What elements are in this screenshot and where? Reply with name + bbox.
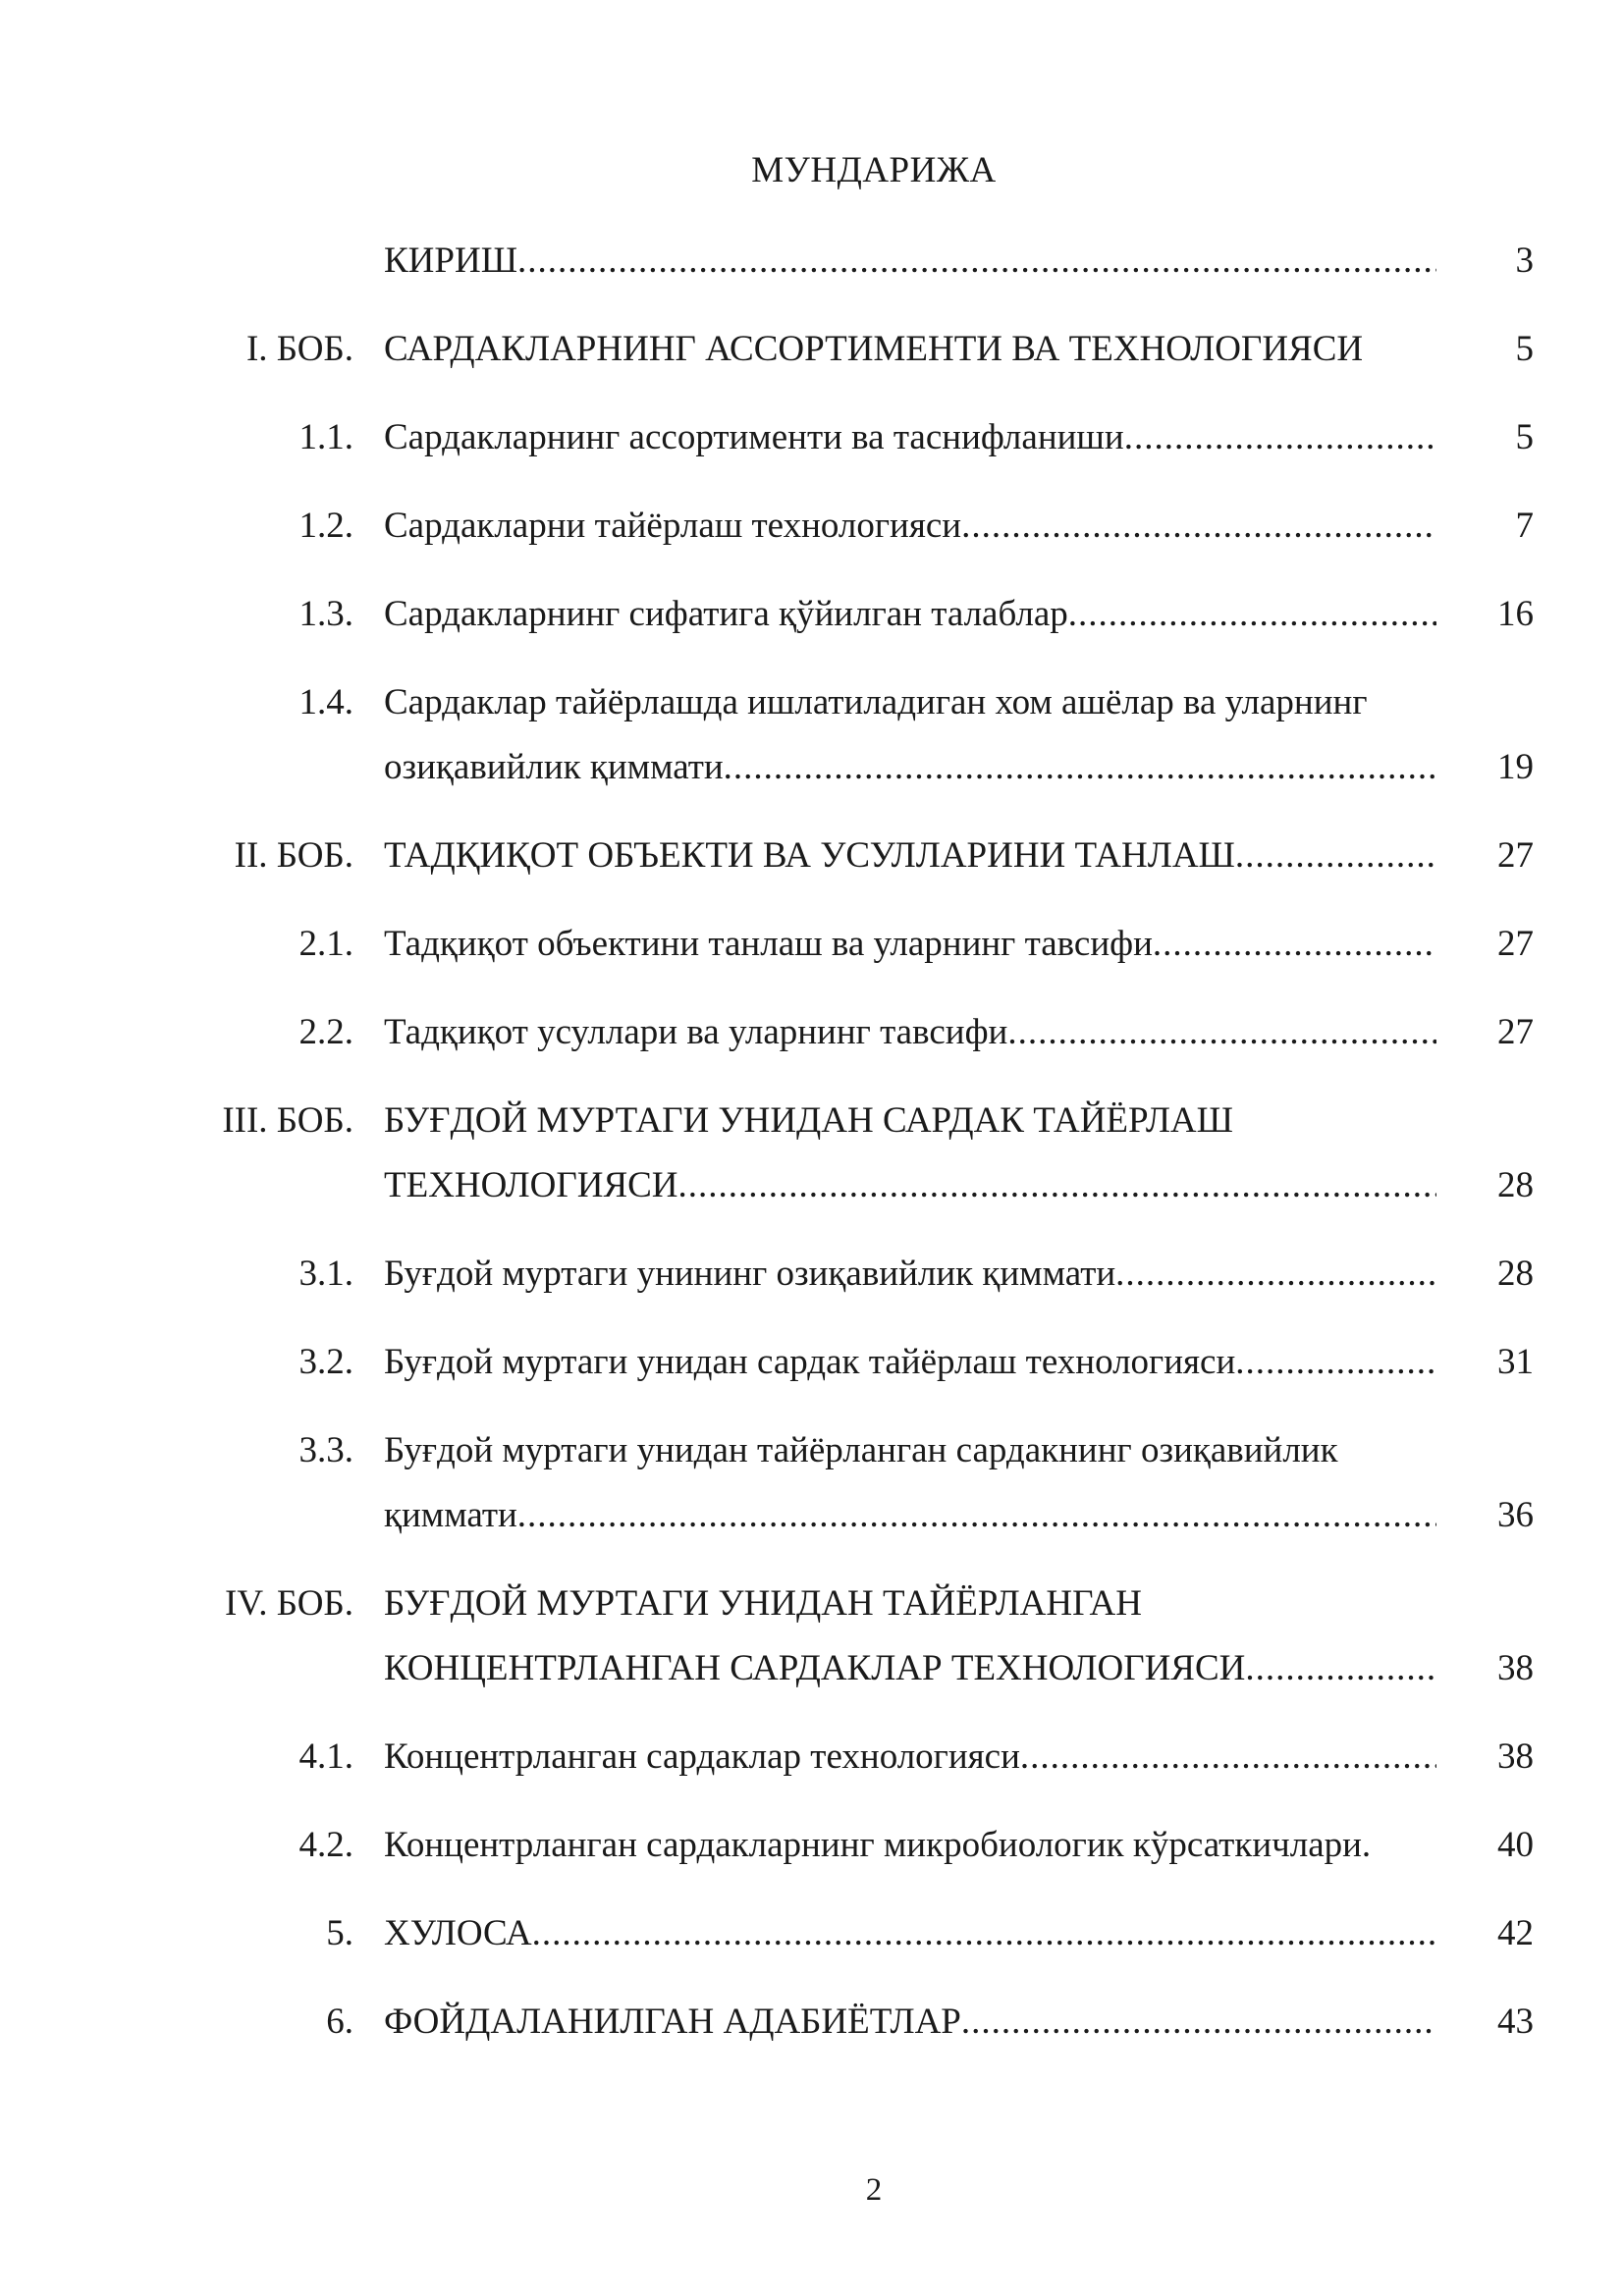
toc-entry-page: 27 bbox=[1497, 835, 1534, 876]
toc-entry-line: Буғдой муртаги унидан тайёрланган сардакнинг озиқавийлик bbox=[384, 1430, 1338, 1470]
toc-entry[interactable] bbox=[0, 582, 1624, 647]
toc-entry[interactable] bbox=[0, 1330, 1624, 1395]
toc-entry-page: 43 bbox=[1497, 2002, 1534, 2042]
toc-entry-number: 3.3. bbox=[298, 1430, 353, 1470]
toc-entry-text bbox=[384, 670, 1436, 800]
toc-entry-line: ТАДҚИҚОТ ОБЪЕКТИ ВА УСУЛЛАРИНИ ТАНЛАШ ..... bbox=[384, 824, 1436, 888]
toc-entry-number: 1.3. bbox=[298, 594, 353, 634]
toc-entry-page: 5 bbox=[1515, 329, 1534, 369]
toc-entry[interactable] bbox=[0, 1418, 1624, 1548]
toc-entry-text bbox=[384, 494, 1436, 559]
toc-entry-number: 5. bbox=[326, 1913, 353, 1953]
toc-entry[interactable] bbox=[0, 912, 1624, 977]
toc-entry-page: 36 bbox=[1497, 1495, 1534, 1535]
toc-entry[interactable] bbox=[0, 1990, 1624, 2055]
toc-entry-page: 38 bbox=[1497, 1648, 1534, 1688]
toc-entry-line: ФОЙДАЛАНИЛГАН АДАБИЁТЛАР ..... bbox=[384, 1990, 1436, 2055]
toc-entry-line: КОНЦЕНТРЛАНГАН САРДАКЛАР ТЕХНОЛОГИЯСИ ..... bbox=[384, 1636, 1436, 1701]
toc-entry-line: қиммати ..... bbox=[384, 1483, 1436, 1548]
toc-entry-page: 19 bbox=[1497, 747, 1534, 787]
toc-entry-number: 1.1. bbox=[298, 417, 353, 457]
toc-entry-line: Концентрланган сардаклар технологияси ..... bbox=[384, 1725, 1436, 1789]
toc-entry-page: 40 bbox=[1497, 1825, 1534, 1865]
toc-entry-page: 27 bbox=[1497, 924, 1534, 964]
toc-entry[interactable] bbox=[0, 405, 1624, 470]
toc-entry-page: 31 bbox=[1497, 1342, 1534, 1382]
toc-entry-line: Сардаклар тайёрлашда ишлатиладиган хом ашёлар ва уларнинг bbox=[384, 682, 1368, 722]
toc-entry-text bbox=[384, 405, 1436, 470]
table-of-contents bbox=[0, 229, 1624, 2078]
toc-entry-number: 1.2. bbox=[298, 506, 353, 546]
toc-entry-text bbox=[384, 912, 1436, 977]
toc-entry-number: III. БОБ. bbox=[222, 1100, 353, 1141]
toc-entry-page: 3 bbox=[1515, 240, 1534, 281]
toc-entry-line: Буғдой муртаги унининг озиқавийлик қиммати ..... bbox=[384, 1242, 1436, 1307]
toc-entry-line: ХУЛОСА ..... bbox=[384, 1901, 1436, 1966]
toc-entry[interactable] bbox=[0, 1089, 1624, 1218]
toc-entry-number: 2.2. bbox=[298, 1012, 353, 1052]
toc-entry-page: 16 bbox=[1497, 594, 1534, 634]
toc-entry-number: 4.2. bbox=[298, 1825, 353, 1865]
toc-entry-text bbox=[384, 1418, 1436, 1548]
toc-entry-line: Сардакларни тайёрлаш технологияси ..... bbox=[384, 494, 1436, 559]
toc-entry-text bbox=[384, 1000, 1436, 1065]
page-number: 2 bbox=[865, 2172, 883, 2208]
toc-entry-page: 27 bbox=[1497, 1012, 1534, 1052]
toc-entry-number: 1.4. bbox=[298, 682, 353, 722]
toc-title: МУНДАРИЖА bbox=[751, 150, 997, 190]
toc-entry-line: Буғдой муртаги унидан сардак тайёрлаш технологияси ..... bbox=[384, 1330, 1436, 1395]
toc-entry-number: 3.1. bbox=[298, 1254, 353, 1294]
toc-entry-text bbox=[384, 1725, 1436, 1789]
toc-entry-line: озиқавийлик қиммати ..... bbox=[384, 735, 1436, 800]
toc-entry-page: 28 bbox=[1497, 1165, 1534, 1205]
toc-entry-number: 3.2. bbox=[298, 1342, 353, 1382]
toc-entry-text bbox=[384, 1089, 1436, 1218]
toc-entry[interactable] bbox=[0, 670, 1624, 800]
toc-entry-text bbox=[384, 582, 1436, 647]
toc-entry[interactable] bbox=[0, 824, 1624, 888]
toc-entry-line: Сардакларнинг сифатига қўйилган талаблар ..... bbox=[384, 582, 1436, 647]
toc-entry[interactable] bbox=[0, 317, 1624, 382]
toc-entry-text bbox=[384, 1901, 1436, 1966]
toc-entry-text bbox=[384, 1990, 1436, 2055]
toc-entry[interactable] bbox=[0, 1901, 1624, 1966]
toc-entry-page: 42 bbox=[1497, 1913, 1534, 1953]
toc-entry[interactable] bbox=[0, 1813, 1624, 1878]
toc-entry[interactable] bbox=[0, 494, 1624, 559]
toc-entry-line: САРДАКЛАРНИНГ АССОРТИМЕНТИ ВА ТЕХНОЛОГИЯСИ bbox=[384, 329, 1364, 369]
toc-entry-line: БУҒДОЙ МУРТАГИ УНИДАН ТАЙЁРЛАНГАН bbox=[384, 1583, 1142, 1624]
toc-entry-text bbox=[384, 317, 1436, 382]
toc-entry[interactable] bbox=[0, 1242, 1624, 1307]
toc-entry-page: 28 bbox=[1497, 1254, 1534, 1294]
toc-entry-number: 2.1. bbox=[298, 924, 353, 964]
toc-entry-text bbox=[384, 1330, 1436, 1395]
toc-entry-line: КИРИШ ..... bbox=[384, 229, 1436, 294]
toc-entry-text bbox=[384, 1572, 1436, 1701]
toc-entry[interactable] bbox=[0, 1725, 1624, 1789]
toc-entry-line: ТЕХНОЛОГИЯСИ ..... bbox=[384, 1153, 1436, 1218]
toc-entry[interactable] bbox=[0, 1000, 1624, 1065]
toc-entry-line: Тадқиқот усуллари ва уларнинг тавсифи ..... bbox=[384, 1000, 1436, 1065]
toc-entry-number: II. БОБ. bbox=[234, 835, 353, 876]
toc-entry-number: 6. bbox=[326, 2002, 353, 2042]
toc-entry[interactable] bbox=[0, 1572, 1624, 1701]
toc-entry-text bbox=[384, 1242, 1436, 1307]
toc-entry-text bbox=[384, 229, 1436, 294]
toc-entry-page: 5 bbox=[1515, 417, 1534, 457]
toc-entry-line: БУҒДОЙ МУРТАГИ УНИДАН САРДАК ТАЙЁРЛАШ bbox=[384, 1100, 1233, 1141]
toc-entry-number: IV. БОБ. bbox=[225, 1583, 353, 1624]
toc-entry-page: 7 bbox=[1515, 506, 1534, 546]
toc-entry-number: I. БОБ. bbox=[245, 329, 353, 369]
toc-entry-line: Сардакларнинг ассортименти ва таснифланиши ..... bbox=[384, 405, 1436, 470]
toc-entry-text bbox=[384, 824, 1436, 888]
toc-entry-line: Тадқиқот объектини танлаш ва уларнинг тавсифи ..... bbox=[384, 912, 1436, 977]
toc-entry-number: 4.1. bbox=[298, 1736, 353, 1777]
toc-entry-line: Концентрланган сардакларнинг микробиологик кўрсаткичлари. bbox=[384, 1825, 1372, 1865]
toc-entry-page: 38 bbox=[1497, 1736, 1534, 1777]
toc-entry-text bbox=[384, 1813, 1436, 1878]
toc-entry[interactable] bbox=[0, 229, 1624, 294]
